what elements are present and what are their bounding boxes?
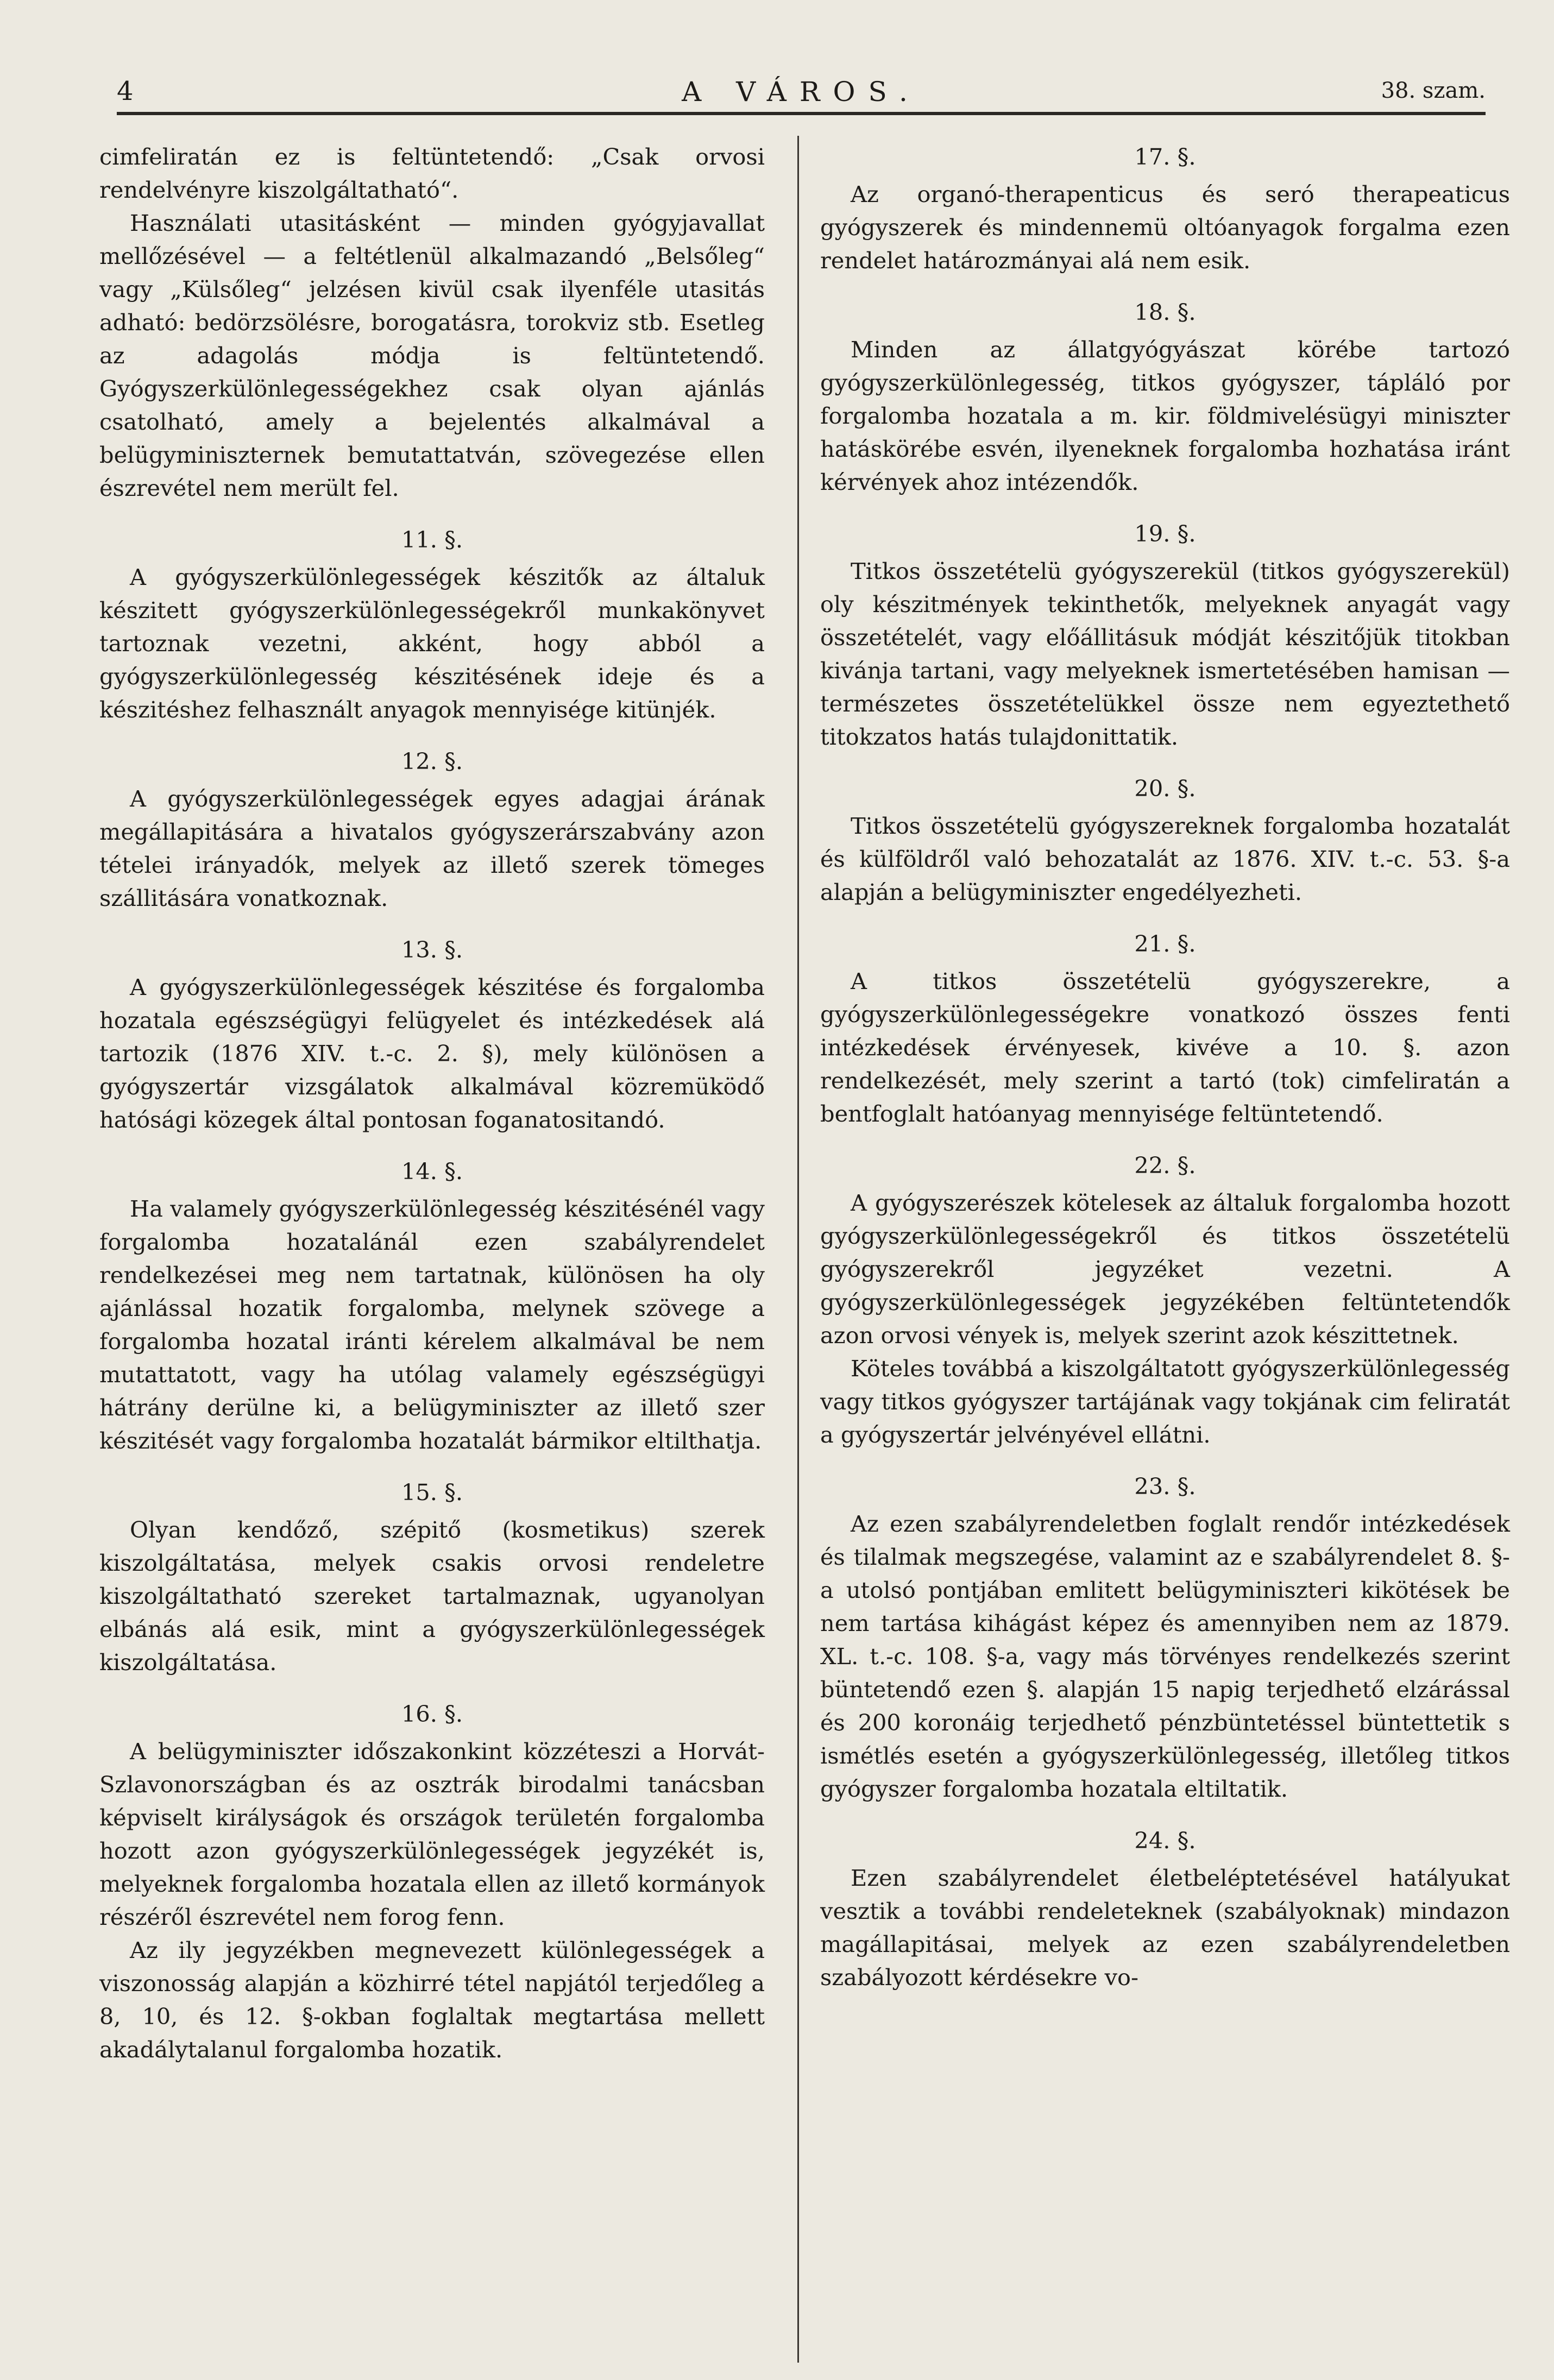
header-rule <box>117 112 1486 115</box>
paragraph: Az ezen szabályrendeletben foglalt rendőr intézkedések és tilalmak megszegése, valamint az e szabályrendelet 8. §-a utolsó pontjában emlitett belügyminiszteri kikötések be nem tartása kihágást képez és amennyiben nem az 1879. XL. t.-c. 108. §-a, vagy más törvényes rendelkezés szerint büntetendő ezen §. alapján 15 napig terjedhető elzárással és 200 koronáig terjedhető pénzbüntetéssel büntettetik s ismétlés esetén a gyógyszerkülönlegesség, illetőleg titkos gyógyszer forgalomba hozatala eltiltatik. <box>820 1510 1510 1802</box>
paragraph: Az organó-therapenticus és seró therapeaticus gyógyszerek és mindennemü oltóanyagok forgalma ezen rendelet határozmányai alá nem esik. <box>820 181 1510 274</box>
paragraph: Titkos összetételü gyógyszerekül (titkos gyógyszerekül) oly készitmények tekinthetők, melyeknek anyagát vagy összetételét, vagy előállitásuk módját készitőjük titokban kivánja tartani, vagy melyeknek ismertetésében hamisan — természetes összetételükkel össze nem egyeztethető titokzatos hatás tulajdonittatik. <box>820 558 1510 750</box>
section-heading: 22. §. <box>1134 1152 1196 1179</box>
running-title: A VÁROS. <box>682 76 921 108</box>
paragraph: Olyan kendőző, szépitő (kosmetikus) szerek kiszolgáltatása, melyek csakis orvosi rendeletre kiszolgáltatható szereket tartalmaznak, ugyanolyan elbánás alá esik, mint a gyógyszerkülönlegességek kiszolgáltatása. <box>99 1516 765 1676</box>
section-heading: 13. §. <box>401 936 463 963</box>
section-heading: 18. §. <box>1134 299 1196 325</box>
page-number: 4 <box>117 76 134 106</box>
paragraph: Titkos összetételü gyógyszereknek forgalomba hozatalát és külföldről való behozatalát az 1876. XIV. t.-c. 53. §-a alapján a belügyminiszter engedélyezheti. <box>820 813 1510 905</box>
section-heading: 21. §. <box>1134 930 1196 957</box>
left-column <box>99 140 765 2066</box>
paragraph: Ezen szabályrendelet életbeléptetésével hatályukat vesztik a további rendeleteknek (szabályoknak) mindazon magállapitásai, melyek az ezen szabályrendeletben szabályozott kérdésekre vo- <box>820 1865 1510 1991</box>
paragraph: A titkos összetételü gyógyszerekre, a gyógyszerkülönlegességekre vonatkozó összes fenti intézkedések érvényesek, kivéve a 10. §. azon rendelkezését, mely szerint a tartó (tok) cimfeliratán a bentfoglalt hatóanyag mennyisége feltüntetendő. <box>820 968 1510 1127</box>
section-heading: 12. §. <box>401 748 463 775</box>
paragraph: Minden az állatgyógyászat körébe tartozó gyógyszerkülönlegesség, titkos gyógyszer, tápláló por forgalomba hozatala a m. kir. földmivelésügyi miniszter hatáskörébe esvén, ilyeneknek forgalomba hozhatása iránt kérvények ahoz intézendők. <box>820 336 1510 495</box>
column-divider <box>797 136 799 2363</box>
paragraph: A gyógyszerészek kötelesek az általuk forgalomba hozott gyógyszerkülönlegességekről és titkos összetételü gyógyszerekről jegyzéket vezetni. A gyógyszerkülönlegességek jegyzékében feltüntetendők azon orvosi vények is, melyek szerint azok készittetnek. <box>820 1189 1510 1349</box>
paragraph: cimfeliratán ez is feltüntetendő: „Csak orvosi rendelvényre kiszolgáltatható“. <box>99 143 765 203</box>
section-heading: 20. §. <box>1134 775 1196 802</box>
issue-number: 38. szam. <box>1381 78 1486 103</box>
section-heading: 19. §. <box>1134 520 1196 547</box>
paragraph: Köteles továbbá a kiszolgáltatott gyógyszerkülönlegesség vagy titkos gyógyszer tartájának vagy tokjának cim feliratát a gyógyszertár jelvényével ellátni. <box>820 1355 1510 1448</box>
paragraph: Ha valamely gyógyszerkülönlegesség készitésénél vagy forgalomba hozatalánál ezen szabályrendelet rendelkezései meg nem tartatnak, különösen ha oly ajánlással hozatik forgalomba, melynek szövege a forgalomba hozatal iránti kérelem alkalmával be nem mutattatott, vagy ha utólag valamely egészségügyi hátrány derülne ki, a belügyminiszter az illető szer készitését vagy forgalomba hozatalát bármikor eltilthatja. <box>99 1195 765 1454</box>
paragraph: A gyógyszerkülönlegességek készitők az általuk készitett gyógyszerkülönlegességekről munkakönyvet tartoznak vezetni, akként, hogy abból a gyógyszerkülönlegesség készitésének ideje és a készitéshez felhasznált anyagok mennyisége kitünjék. <box>99 564 765 723</box>
paragraph: Az ily jegyzékben megnevezett különlegességek a viszonosság alapján a közhirré tétel napjától terjedőleg a 8, 10, és 12. §-okban foglaltak megtartása mellett akadálytalanul forgalomba hozatik. <box>99 1937 765 2063</box>
running-header <box>117 76 1486 114</box>
paragraph: A gyógyszerkülönlegességek készitése és forgalomba hozatala egészségügyi felügyelet és intézkedések alá tartozik (1876 XIV. t.-c. 2. §), mely különösen a gyógyszertár vizsgálatok alkalmával közremüködő hatósági közegek által pontosan foganatositandó. <box>99 974 765 1133</box>
right-column <box>820 140 1510 1994</box>
section-heading: 15. §. <box>401 1479 463 1506</box>
section-heading: 23. §. <box>1134 1473 1196 1500</box>
paragraph: Használati utasitásként — minden gyógyjavallat mellőzésével — a feltétlenül alkalmazandó „Belsőleg“ vagy „Külsőleg“ jelzésen kivül csak ilyenféle utasitás adható: bedörzsölésre, borogatásra, torokviz stb. Esetleg az adagolás módja is feltüntetendő. Gyógyszerkülönlegességekhez csak olyan ajánlás csatolható, amely a bejelentés alkalmával a belügyminiszternek bemutattatván, szövegezése ellen észrevétel nem merült fel. <box>99 210 765 501</box>
section-heading: 16. §. <box>401 1701 463 1727</box>
paragraph: A gyógyszerkülönlegességek egyes adagjai árának megállapitására a hivatalos gyógyszerárszabvány azon tételei irányadók, melyek az illető szerek tömeges szállitására vonatkoznak. <box>99 785 765 911</box>
section-heading: 14. §. <box>401 1158 463 1185</box>
section-heading: 17. §. <box>1134 143 1196 170</box>
section-heading: 11. §. <box>401 526 463 553</box>
paragraph: A belügyminiszter időszakonkint közzéteszi a Horvát-Szlavonországban és az osztrák birodalmi tanácsban képviselt királyságok és országok területén forgalomba hozott azon gyógyszerkülönlegességek jegyzékét is, melyeknek forgalomba hozatala ellen az illető kormányok részéről észrevétel nem forog fenn. <box>99 1738 765 1930</box>
section-heading: 24. §. <box>1134 1827 1196 1854</box>
